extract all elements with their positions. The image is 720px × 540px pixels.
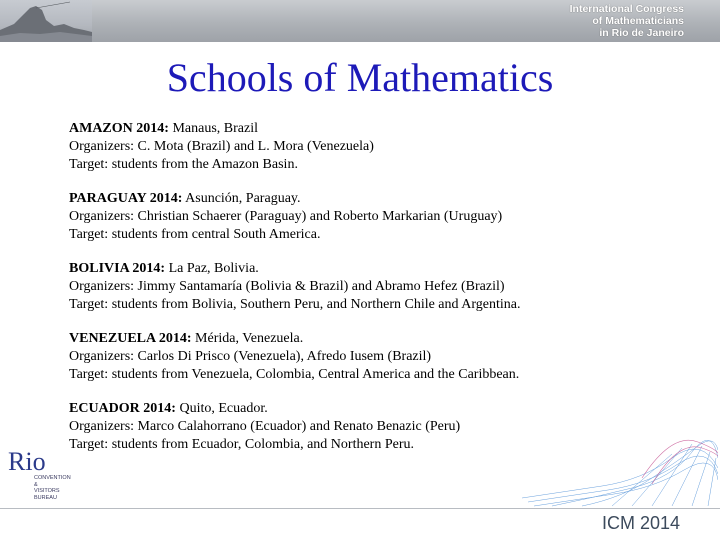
footer-label: ICM 2014 (601, 513, 680, 533)
footer-divider (0, 508, 720, 509)
rio-logo-line: & (34, 481, 38, 488)
school-heading (69, 190, 709, 208)
school-location: Quito, Ecuador. (175, 401, 268, 416)
school-target: Target: students from Bolivia, Southern Peru, and Northern Chile and Argentina. (69, 297, 521, 312)
school-target: Target: students from central South America. (69, 227, 321, 242)
school-target: Target: students from Ecuador, Colombia, and Northern Peru. (69, 437, 415, 452)
rio-photo-icon (0, 0, 92, 42)
school-heading (69, 330, 709, 348)
congress-line: of Mathematicians (592, 15, 684, 27)
school-heading (69, 400, 709, 418)
school-heading (69, 260, 709, 278)
school-organizers: Organizers: Jimmy Santamaría (Bolivia & Brazil) and Abramo Hefez (Brazil) (69, 279, 505, 294)
school-entry (69, 260, 709, 314)
school-name: PARAGUAY 2014: (69, 191, 183, 206)
school-name: ECUADOR 2014: (69, 401, 176, 416)
school-name: VENEZUELA 2014: (69, 331, 192, 346)
school-target: Target: students from the Amazon Basin. (69, 157, 298, 172)
congress-line: in Rio de Janeiro (599, 27, 684, 39)
rio-logo-line: VISITORS (34, 488, 60, 494)
rio-logo-line: CONVENTION (34, 475, 71, 481)
school-entry (69, 190, 709, 244)
school-organizers: Organizers: Carlos Di Prisco (Venezuela), Afredo Iusem (Brazil) (69, 349, 432, 364)
rio-logo-word: Rio (8, 447, 46, 476)
school-name: BOLIVIA 2014: (69, 261, 166, 276)
rio-logo-line: BUREAU (34, 494, 57, 501)
school-location: Manaus, Brazil (168, 121, 258, 136)
school-name: AMAZON 2014: (69, 121, 169, 136)
school-location: Mérida, Venezuela. (191, 331, 304, 346)
school-entry (69, 120, 709, 174)
page-title: Schools of Mathematics (166, 55, 554, 100)
school-organizers: Organizers: Christian Schaerer (Paraguay) and Roberto Markarian (Uruguay) (69, 209, 503, 224)
rio-bureau-logo (6, 447, 71, 503)
rio-logo-text (34, 475, 71, 501)
mesh-graphic-icon (522, 428, 718, 508)
header-banner (0, 0, 720, 42)
school-location: Asunción, Paraguay. (182, 191, 301, 206)
school-location: La Paz, Bolivia. (165, 261, 259, 276)
congress-line: International Congress (569, 3, 684, 15)
school-target: Target: students from Venezuela, Colombia, Central America and the Caribbean. (69, 367, 520, 382)
school-heading (69, 120, 709, 138)
schools-list (69, 120, 709, 470)
school-entry (69, 330, 709, 384)
congress-title (570, 3, 684, 39)
school-organizers: Organizers: Marco Calahorrano (Ecuador) and Renato Benazic (Peru) (69, 419, 461, 434)
school-organizers: Organizers: C. Mota (Brazil) and L. Mora (Venezuela) (69, 139, 374, 154)
